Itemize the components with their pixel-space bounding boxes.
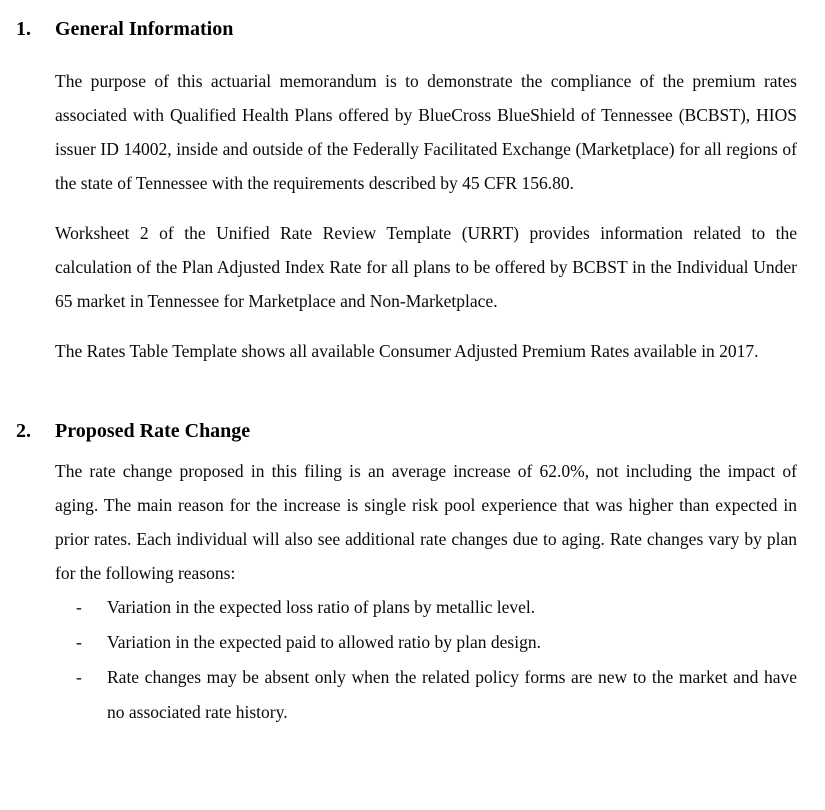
- list-item-text: Rate changes may be absent only when the related policy forms are new to the market and have no associated rate history.: [107, 667, 797, 722]
- section-heading: [0, 16, 825, 43]
- bullet-dash: -: [76, 632, 82, 652]
- list-item: [55, 625, 797, 660]
- paragraph-purpose: The purpose of this actuarial memorandum is to demonstrate the compliance of the premium rates associated with Qualified Health Plans offered by BlueCross BlueShield of Tennessee (BCBST), HIOS issuer ID 14002, inside and outside of the Federally Facilitated Exchange (Marketplace) for all regions of the state of Tennessee with the requirements described by 45 CFR 156.80.: [55, 71, 797, 193]
- paragraph-rate-change: The rate change proposed in this filing is an average increase of 62.0%, not including the impact of aging. The main reason for the increase is single risk pool experience that was higher than expected in prior rates. Each individual will also see additional rate changes due to aging. Rate changes vary by plan for the following reasons:: [55, 461, 797, 583]
- section-heading: [0, 418, 825, 445]
- list-item: [55, 590, 797, 625]
- list-item: [55, 660, 797, 730]
- reasons-list: [55, 590, 797, 730]
- list-item-text: Variation in the expected paid to allowed ratio by plan design.: [107, 632, 541, 652]
- section-title: Proposed Rate Change: [55, 420, 251, 442]
- bullet-dash: -: [76, 597, 82, 617]
- list-item-text: Variation in the expected loss ratio of plans by metallic level.: [107, 597, 536, 617]
- paragraph-rates-table: The Rates Table Template shows all available Consumer Adjusted Premium Rates available in 2017.: [55, 341, 759, 361]
- section-proposed-rate-change: [0, 418, 825, 730]
- section-number: 1.: [16, 18, 31, 40]
- paragraph-worksheet2: Worksheet 2 of the Unified Rate Review Template (URRT) provides information related to the calculation of the Plan Adjusted Index Rate for all plans to be offered by BCBST in the Individual Under 65 market in Tennessee for Marketplace and Non-Marketplace.: [55, 223, 797, 311]
- section-general-information: [0, 16, 825, 368]
- section-title: General Information: [55, 18, 234, 40]
- bullet-dash: -: [76, 667, 82, 687]
- section-number: 2.: [16, 420, 31, 442]
